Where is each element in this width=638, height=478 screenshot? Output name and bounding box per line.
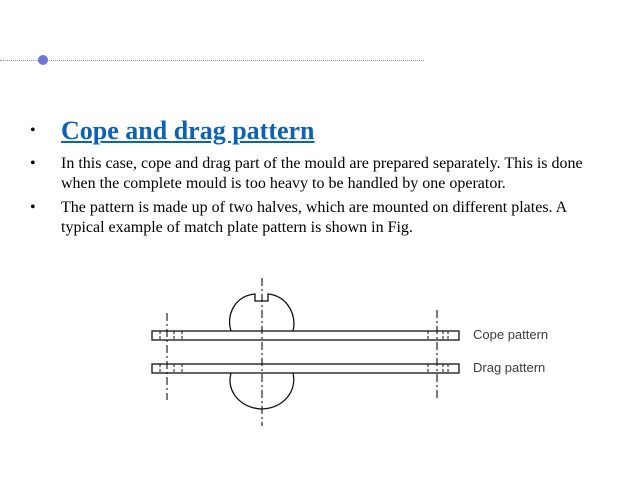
cope-pattern-label: Cope pattern xyxy=(473,327,549,342)
bullet-text: In this case, cope and drag part of the mould are prepared separately. This is done when the complete mould is too heavy to be handled by one operator. xyxy=(61,155,583,192)
cope-pattern-shape xyxy=(230,294,294,331)
divider-dot-icon xyxy=(38,55,48,65)
heading-link[interactable]: Cope and drag pattern xyxy=(61,116,315,145)
bullet-marker: • xyxy=(30,199,36,216)
bullet-text: The pattern is made up of two halves, which are mounted on different plates. A typical example of match plate pattern is shown in Fig. xyxy=(61,199,567,236)
cope-plate xyxy=(152,331,459,340)
drag-pattern-shape xyxy=(230,373,294,409)
bullet-item xyxy=(30,198,610,238)
bullet-marker: • xyxy=(30,122,36,139)
bullet-list xyxy=(30,114,610,238)
top-divider-line xyxy=(0,60,424,61)
drag-plate xyxy=(152,364,459,373)
drag-pattern-label: Drag pattern xyxy=(473,360,546,375)
bullet-item xyxy=(30,154,610,194)
bullet-marker: • xyxy=(30,155,36,172)
heading-bullet-item xyxy=(30,114,610,148)
